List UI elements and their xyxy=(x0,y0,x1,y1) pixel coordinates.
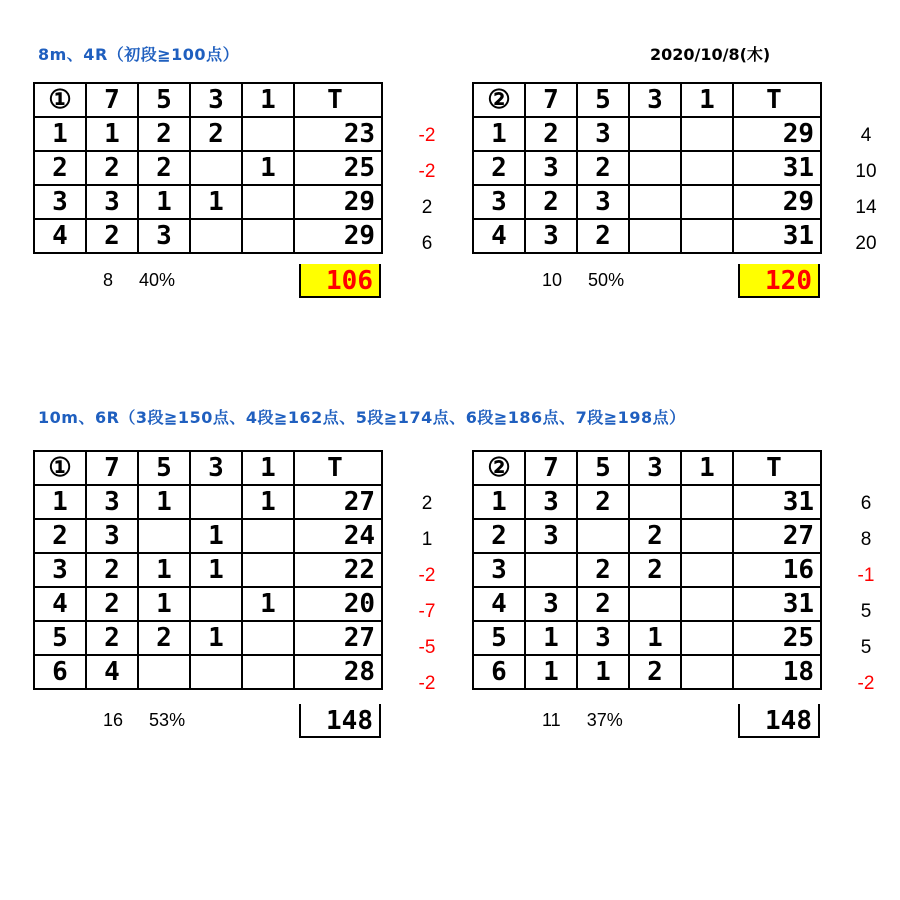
round-number: 5 xyxy=(473,621,525,655)
hit-count: 8 xyxy=(103,270,114,290)
hit-count-cell: 2 xyxy=(525,117,577,151)
hit-count-cell xyxy=(629,587,681,621)
hit-count-cell: 3 xyxy=(577,117,629,151)
hit-count-cell: 3 xyxy=(138,219,190,253)
table-row xyxy=(473,185,821,219)
difference-value: -2 xyxy=(857,673,875,694)
difference-column xyxy=(848,486,884,702)
round-number: 6 xyxy=(473,655,525,689)
difference-column xyxy=(409,118,445,262)
difference-value: 5 xyxy=(860,637,872,658)
hit-count-cell xyxy=(681,655,733,689)
hit-count: 10 xyxy=(542,270,563,290)
score-block-bottom-right xyxy=(472,450,875,736)
score-table xyxy=(472,450,822,690)
hit-count-cell: 3 xyxy=(525,587,577,621)
difference-value: 2 xyxy=(421,493,433,514)
header-score: 1 xyxy=(681,451,733,485)
player-label: ② xyxy=(473,451,525,485)
total-box: 106 xyxy=(299,264,381,298)
table-row xyxy=(473,485,821,519)
table-row xyxy=(34,117,382,151)
difference-value: 14 xyxy=(855,197,877,218)
round-number: 3 xyxy=(473,185,525,219)
hit-count-cell: 3 xyxy=(577,621,629,655)
difference-value: -7 xyxy=(418,601,436,622)
hit-count-cell xyxy=(242,117,294,151)
hit-count-cell: 2 xyxy=(525,185,577,219)
round-number: 1 xyxy=(473,485,525,519)
player-label: ① xyxy=(34,83,86,117)
header-row xyxy=(34,83,382,117)
hit-count-cell: 2 xyxy=(629,519,681,553)
hit-count-cell: 1 xyxy=(190,621,242,655)
header-row xyxy=(34,451,382,485)
hit-count-cell: 1 xyxy=(138,587,190,621)
round-number: 4 xyxy=(473,219,525,253)
table-row xyxy=(473,621,821,655)
hit-count-cell xyxy=(577,519,629,553)
hit-count-cell xyxy=(242,553,294,587)
header-score: 3 xyxy=(190,451,242,485)
header-score: 5 xyxy=(577,451,629,485)
hit-stats xyxy=(542,710,623,731)
hit-count-cell: 3 xyxy=(525,519,577,553)
hit-count-cell xyxy=(629,485,681,519)
hit-count-cell: 1 xyxy=(242,485,294,519)
round-total: 31 xyxy=(733,485,821,519)
hit-count-cell xyxy=(242,519,294,553)
round-total: 18 xyxy=(733,655,821,689)
hit-count-cell: 2 xyxy=(138,117,190,151)
hit-count-cell xyxy=(629,151,681,185)
round-total: 24 xyxy=(294,519,382,553)
round-total: 31 xyxy=(733,151,821,185)
hit-count-cell: 2 xyxy=(190,117,242,151)
date-label: 2020/10/8(木) xyxy=(650,45,771,64)
hit-count-cell: 2 xyxy=(577,151,629,185)
difference-value: 8 xyxy=(860,529,872,550)
hit-count-cell: 1 xyxy=(190,553,242,587)
round-total: 28 xyxy=(294,655,382,689)
player-label: ① xyxy=(34,451,86,485)
hit-count-cell xyxy=(190,655,242,689)
table-row xyxy=(34,655,382,689)
hit-count-cell: 2 xyxy=(86,151,138,185)
hit-count-cell xyxy=(681,185,733,219)
hit-count-cell: 2 xyxy=(629,655,681,689)
hit-count-cell xyxy=(681,553,733,587)
header-score: 5 xyxy=(577,83,629,117)
score-block-bottom-left xyxy=(33,450,436,736)
round-number: 3 xyxy=(34,553,86,587)
hit-count-cell: 2 xyxy=(577,587,629,621)
hit-count-cell xyxy=(242,655,294,689)
hit-count-cell: 2 xyxy=(138,621,190,655)
header-score: 3 xyxy=(190,83,242,117)
hit-count-cell xyxy=(629,117,681,151)
difference-value: -2 xyxy=(418,565,436,586)
hit-count: 11 xyxy=(542,710,561,730)
table-row xyxy=(473,587,821,621)
score-table xyxy=(33,450,383,690)
hit-count-cell: 2 xyxy=(86,621,138,655)
score-table xyxy=(472,82,822,254)
difference-value: -1 xyxy=(857,565,875,586)
score-block-top-left xyxy=(33,82,436,296)
hit-count-cell xyxy=(138,655,190,689)
hit-count-cell: 3 xyxy=(525,219,577,253)
hit-stats xyxy=(103,270,175,291)
header-score: 1 xyxy=(681,83,733,117)
round-total: 27 xyxy=(294,621,382,655)
header-total: T xyxy=(294,83,382,117)
round-number: 3 xyxy=(473,553,525,587)
table-row xyxy=(473,553,821,587)
difference-value: -2 xyxy=(418,673,436,694)
header-score: 7 xyxy=(525,451,577,485)
difference-value: 6 xyxy=(421,233,433,254)
difference-value: -2 xyxy=(418,161,436,182)
round-number: 4 xyxy=(473,587,525,621)
header-total: T xyxy=(733,451,821,485)
round-number: 1 xyxy=(34,485,86,519)
round-total: 27 xyxy=(294,485,382,519)
table-row xyxy=(473,151,821,185)
hit-count-cell: 1 xyxy=(525,655,577,689)
difference-value: 2 xyxy=(421,197,433,218)
total-box: 148 xyxy=(738,704,820,738)
hit-percent: 50% xyxy=(588,270,625,290)
table-row xyxy=(473,117,821,151)
hit-count-cell: 2 xyxy=(577,485,629,519)
difference-column xyxy=(848,118,884,262)
hit-stats xyxy=(542,270,624,291)
round-total: 29 xyxy=(733,117,821,151)
difference-value: 5 xyxy=(860,601,872,622)
hit-percent: 53% xyxy=(149,710,186,730)
header-total: T xyxy=(733,83,821,117)
round-number: 1 xyxy=(34,117,86,151)
hit-count-cell xyxy=(681,151,733,185)
hit-count-cell: 3 xyxy=(86,185,138,219)
round-number: 2 xyxy=(473,151,525,185)
table-row xyxy=(473,655,821,689)
difference-value: -2 xyxy=(418,125,436,146)
round-total: 16 xyxy=(733,553,821,587)
round-number: 4 xyxy=(34,587,86,621)
table-row xyxy=(34,621,382,655)
hit-count-cell: 3 xyxy=(525,151,577,185)
hit-count-cell: 3 xyxy=(86,485,138,519)
header-row xyxy=(473,83,821,117)
round-total: 25 xyxy=(294,151,382,185)
total-box: 120 xyxy=(738,264,820,298)
hit-count-cell xyxy=(681,219,733,253)
hit-count-cell: 2 xyxy=(138,151,190,185)
top-section-heading: 8m、4R（初段≧100点） xyxy=(38,45,240,64)
player-label: ② xyxy=(473,83,525,117)
hit-count-cell xyxy=(629,219,681,253)
bottom-section-heading: 10m、6R（3段≧150点、4段≧162点、5段≧174点、6段≧186点、7段≧198点） xyxy=(38,408,686,427)
hit-count-cell: 1 xyxy=(190,519,242,553)
header-total: T xyxy=(294,451,382,485)
hit-count-cell xyxy=(681,621,733,655)
round-total: 20 xyxy=(294,587,382,621)
round-total: 25 xyxy=(733,621,821,655)
header-row xyxy=(473,451,821,485)
hit-count-cell: 1 xyxy=(577,655,629,689)
difference-value: 6 xyxy=(860,493,872,514)
hit-count-cell xyxy=(681,519,733,553)
hit-count-cell: 1 xyxy=(525,621,577,655)
round-number: 1 xyxy=(473,117,525,151)
hit-count-cell xyxy=(681,587,733,621)
hit-count-cell xyxy=(138,519,190,553)
round-total: 22 xyxy=(294,553,382,587)
round-number: 2 xyxy=(473,519,525,553)
header-score: 7 xyxy=(86,451,138,485)
hit-count: 16 xyxy=(103,710,124,730)
difference-column xyxy=(409,486,445,702)
hit-count-cell: 1 xyxy=(629,621,681,655)
hit-count-cell: 1 xyxy=(138,485,190,519)
hit-count-cell xyxy=(242,185,294,219)
round-number: 2 xyxy=(34,151,86,185)
table-row xyxy=(34,553,382,587)
score-table xyxy=(33,82,383,254)
hit-count-cell: 3 xyxy=(86,519,138,553)
hit-count-cell: 1 xyxy=(190,185,242,219)
round-total: 31 xyxy=(733,587,821,621)
round-total: 29 xyxy=(294,219,382,253)
hit-count-cell xyxy=(525,553,577,587)
hit-count-cell: 1 xyxy=(242,151,294,185)
hit-count-cell xyxy=(190,219,242,253)
hit-count-cell: 1 xyxy=(138,185,190,219)
round-total: 23 xyxy=(294,117,382,151)
difference-value: 10 xyxy=(855,161,877,182)
table-row xyxy=(34,219,382,253)
header-score: 7 xyxy=(525,83,577,117)
table-row xyxy=(34,151,382,185)
round-number: 6 xyxy=(34,655,86,689)
header-score: 1 xyxy=(242,83,294,117)
hit-count-cell xyxy=(190,151,242,185)
hit-count-cell xyxy=(190,587,242,621)
round-number: 5 xyxy=(34,621,86,655)
difference-value: 20 xyxy=(855,233,877,254)
header-score: 3 xyxy=(629,451,681,485)
header-score: 5 xyxy=(138,451,190,485)
table-row xyxy=(473,519,821,553)
round-number: 3 xyxy=(34,185,86,219)
header-score: 7 xyxy=(86,83,138,117)
hit-count-cell: 2 xyxy=(629,553,681,587)
hit-count-cell: 3 xyxy=(577,185,629,219)
score-block-top-right xyxy=(472,82,877,296)
hit-count-cell xyxy=(681,485,733,519)
hit-count-cell: 2 xyxy=(86,219,138,253)
round-total: 29 xyxy=(294,185,382,219)
hit-count-cell: 2 xyxy=(577,219,629,253)
hit-count-cell: 2 xyxy=(86,587,138,621)
hit-percent: 40% xyxy=(139,270,176,290)
hit-count-cell: 3 xyxy=(525,485,577,519)
round-number: 4 xyxy=(34,219,86,253)
difference-value: -5 xyxy=(418,637,436,658)
hit-count-cell xyxy=(681,117,733,151)
hit-count-cell xyxy=(629,185,681,219)
table-row xyxy=(34,587,382,621)
hit-count-cell: 1 xyxy=(242,587,294,621)
difference-value: 4 xyxy=(860,125,872,146)
round-total: 31 xyxy=(733,219,821,253)
header-score: 1 xyxy=(242,451,294,485)
hit-count-cell xyxy=(242,621,294,655)
round-number: 2 xyxy=(34,519,86,553)
hit-count-cell: 2 xyxy=(577,553,629,587)
header-score: 5 xyxy=(138,83,190,117)
hit-stats xyxy=(103,710,185,731)
hit-count-cell: 1 xyxy=(138,553,190,587)
hit-count-cell: 1 xyxy=(86,117,138,151)
table-row xyxy=(34,485,382,519)
table-row xyxy=(34,519,382,553)
round-total: 27 xyxy=(733,519,821,553)
total-box: 148 xyxy=(299,704,381,738)
table-row xyxy=(34,185,382,219)
difference-value: 1 xyxy=(421,529,433,550)
hit-count-cell xyxy=(190,485,242,519)
hit-percent: 37% xyxy=(586,710,623,730)
table-row xyxy=(473,219,821,253)
hit-count-cell: 4 xyxy=(86,655,138,689)
hit-count-cell: 2 xyxy=(86,553,138,587)
hit-count-cell xyxy=(242,219,294,253)
header-score: 3 xyxy=(629,83,681,117)
round-total: 29 xyxy=(733,185,821,219)
